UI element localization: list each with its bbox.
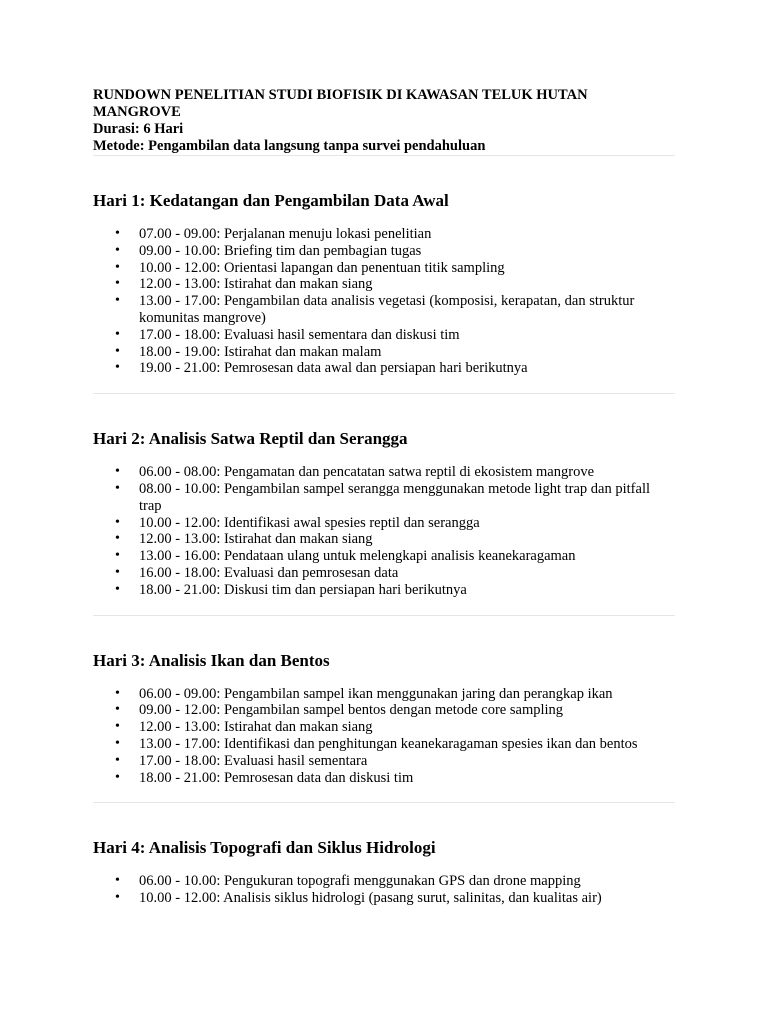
schedule-item [93,548,675,565]
bullet-icon: • [115,343,120,359]
schedule-item-text: 07.00 - 09.00: Perjalanan menuju lokasi penelitian [139,226,432,242]
divider [93,155,675,156]
schedule-item [93,686,675,703]
schedule-item-text: 06.00 - 10.00: Pengukuran topografi menggunakan GPS dan drone mapping [139,873,581,890]
schedule-item [93,481,675,515]
schedule-item [93,890,675,907]
document-header [93,87,675,155]
schedule-item-text: 13.00 - 17.00: Pengambilan data analisis vegetasi (komposisi, kerapatan, dan struktur komunitas mangrove) [139,293,635,326]
schedule-item [93,873,675,890]
bullet-icon: • [115,873,120,889]
schedule-item [93,736,675,753]
schedule-item [93,327,675,344]
schedule-item-text: 09.00 - 10.00: Briefing tim dan pembagian tugas [139,242,422,259]
schedule-item-text: 17.00 - 18.00: Evaluasi hasil sementara [139,752,368,769]
schedule-item [93,531,675,548]
day-title: Hari 2: Analisis Satwa Reptil dan Serangga [93,429,408,449]
bullet-icon: • [115,480,120,496]
schedule-item [93,582,675,599]
schedule-item-text: 06.00 - 09.00: Pengambilan sampel ikan menggunakan jaring dan perangkap ikan [139,685,613,702]
schedule-item [93,344,675,361]
bullet-icon: • [115,531,120,547]
bullet-icon: • [115,276,120,292]
schedule-item-text: 16.00 - 18.00: Evaluasi dan pemrosesan data [139,564,399,581]
day-section [93,429,675,598]
schedule-item-text: 19.00 - 21.00: Pemrosesan data awal dan persiapan hari berikutnya [139,360,528,377]
schedule-item [93,753,675,770]
schedule-item [93,719,675,736]
schedule-item [93,702,675,719]
schedule-item-text: 18.00 - 21.00: Pemrosesan data dan diskusi tim [139,769,414,786]
schedule-list [93,226,675,377]
day-section [93,838,675,907]
schedule-item-text: 09.00 - 12.00: Pengambilan sampel bentos dengan metode core sampling [139,702,564,719]
divider [93,802,675,803]
schedule-item [93,260,675,277]
schedule-item [93,276,675,293]
schedule-list [93,873,675,907]
document-title: RUNDOWN PENELITIAN STUDI BIOFISIK DI KAWASAN TELUK HUTAN MANGROVE [93,87,588,120]
day-title: Hari 4: Analisis Topografi dan Siklus Hidrologi [93,838,436,858]
schedule-item [93,293,675,327]
bullet-icon: • [115,564,120,580]
schedule-item-text: 12.00 - 13.00: Istirahat dan makan siang [139,531,373,548]
bullet-icon: • [115,769,120,785]
divider [93,615,675,616]
schedule-item-text: 12.00 - 13.00: Istirahat dan makan siang [139,276,373,293]
bullet-icon: • [115,719,120,735]
bullet-icon: • [115,326,120,342]
bullet-icon: • [115,514,120,530]
bullet-icon: • [115,360,120,376]
schedule-item-text: 10.00 - 12.00: Identifikasi awal spesies reptil dan serangga [139,514,480,531]
schedule-item [93,770,675,787]
day-title: Hari 3: Analisis Ikan dan Bentos [93,650,330,670]
bullet-icon: • [115,293,120,309]
bullet-icon: • [115,735,120,751]
document-duration: Durasi: 6 Hari [93,121,184,137]
schedule-item-text: 10.00 - 12.00: Orientasi lapangan dan penentuan titik sampling [139,259,505,276]
schedule-item [93,226,675,243]
divider [93,393,675,394]
schedule-item-text: 18.00 - 19.00: Istirahat dan makan malam [139,343,382,360]
bullet-icon: • [115,259,120,275]
schedule-list [93,686,675,787]
schedule-item [93,243,675,260]
schedule-item-text: 08.00 - 10.00: Pengambilan sampel serangga menggunakan metode light trap dan pitfall trap [139,480,650,514]
schedule-list [93,464,675,598]
bullet-icon: • [115,581,120,597]
day-section [93,191,675,377]
schedule-item-text: 12.00 - 13.00: Istirahat dan makan siang [139,719,373,736]
schedule-item-text: 13.00 - 16.00: Pendataan ulang untuk melengkapi analisis keanekaragaman [139,548,576,565]
schedule-item-text: 06.00 - 08.00: Pengamatan dan pencatatan satwa reptil di ekosistem mangrove [139,464,595,481]
schedule-item-text: 18.00 - 21.00: Diskusi tim dan persiapan hari berikutnya [139,581,467,598]
schedule-item [93,515,675,532]
document-page [93,87,675,907]
bullet-icon: • [115,752,120,768]
schedule-item-text: 13.00 - 17.00: Identifikasi dan penghitungan keanekaragaman spesies ikan dan bentos [139,735,638,752]
schedule-item-text: 10.00 - 12.00: Analisis siklus hidrologi (pasang surut, salinitas, dan kualitas air) [139,890,602,907]
bullet-icon: • [115,548,120,564]
day-section [93,651,675,787]
bullet-icon: • [115,226,120,241]
schedule-item-text: 17.00 - 18.00: Evaluasi hasil sementara dan diskusi tim [139,326,460,343]
bullet-icon: • [115,685,120,701]
bullet-icon: • [115,890,120,906]
schedule-item [93,464,675,481]
schedule-item [93,565,675,582]
bullet-icon: • [115,464,120,480]
bullet-icon: • [115,242,120,258]
document-method: Metode: Pengambilan data langsung tanpa survei pendahuluan [93,138,486,154]
day-title: Hari 1: Kedatangan dan Pengambilan Data Awal [93,191,449,210]
bullet-icon: • [115,702,120,718]
schedule-item [93,360,675,377]
